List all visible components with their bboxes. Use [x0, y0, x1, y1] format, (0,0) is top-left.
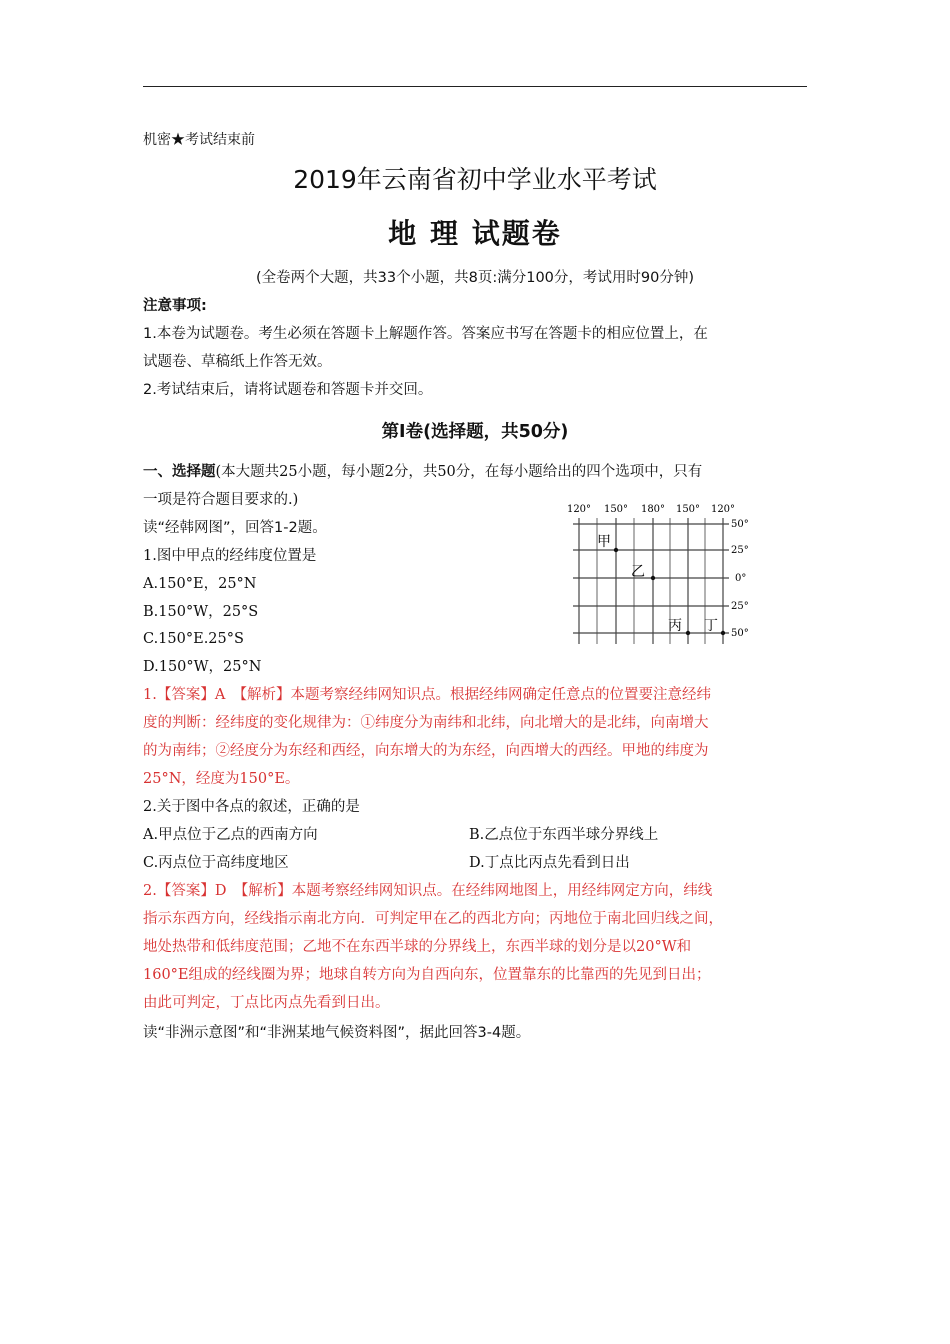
- latitude-label: 25°: [731, 545, 749, 556]
- q1-option-d: D.150°W，25°N: [143, 659, 262, 675]
- point-jia-label: 甲: [597, 534, 611, 550]
- point-ding-label: 丁: [704, 618, 718, 634]
- part-label: 一、选择题: [143, 464, 216, 480]
- q2-answer-line: 地处热带和低纬度范围；乙地不在东西半球的分界线上，东西半球的划分是以20°W和: [143, 939, 692, 955]
- q2-option-a: A.甲点位于乙点的西南方向: [143, 827, 318, 843]
- point-bing-label: 丙: [668, 618, 682, 634]
- q1-answer-line: 1.【答案】A 【解析】本题考察经纬网知识点。根据经纬网确定任意点的位置要注意经纬: [143, 687, 712, 703]
- q2-option-d: D.丁点比丙点先看到日出: [469, 855, 630, 871]
- q1-option-c: C.150°E.25°S: [143, 631, 244, 647]
- q1-stem: 1.图中甲点的经纬度位置是: [143, 548, 317, 564]
- longitude-label: 150°: [603, 504, 629, 515]
- q1-answer-line: 度的判断：经纬度的变化规律为：①纬度分为南纬和北纬，向北增大的是北纬，向南增大: [143, 715, 709, 731]
- q2-answer-line: 160°E组成的经线圈为界；地球自转方向为自西向东，位置靠东的比靠西的先见到日出；: [143, 967, 711, 983]
- q1-answer-line: 的为南纬；②经度分为东经和西经，向东增大的为东经，向西增大的西经。甲地的纬度为: [143, 743, 709, 759]
- header-rule: [143, 86, 807, 87]
- point-jia-marker: [614, 548, 618, 552]
- confidential-mark: 机密★考试结束前: [143, 132, 255, 148]
- latitude-label: 50°: [731, 628, 749, 639]
- read-prompt: 读“经韩网图”，回答1-2题。: [143, 520, 327, 536]
- lat-long-grid-figure: [563, 496, 757, 656]
- exam-title: 2019年云南省初中学业水平考试: [293, 165, 657, 194]
- q2-stem: 2.关于图中各点的叙述，正确的是: [143, 799, 360, 815]
- q2-answer-line: 2.【答案】D 【解析】本题考察经纬网知识点。在经纬网地图上，用经纬网定方向，纬线: [143, 883, 713, 899]
- point-yi-label: 乙: [631, 564, 645, 580]
- lat-long-grid: [563, 496, 757, 656]
- part-description: (本大题共25小题，每小题2分，共50分，在每小题给出的四个选项中，只有: [215, 464, 703, 480]
- next-read-prompt: 读“非洲示意图”和“非洲某地气候资料图”，据此回答3-4题。: [143, 1025, 531, 1041]
- q2-option-c: C.丙点位于高纬度地区: [143, 855, 289, 871]
- exam-info: (全卷两个大题，共33个小题，共8页:满分100分，考试用时90分钟): [256, 270, 694, 286]
- section-title: 第Ⅰ卷(选择题，共50分): [381, 422, 569, 442]
- q2-answer-line: 指示东西方向，经线指示南北方向．可判定甲在乙的西北方向；丙地位于南北回归线之间，: [143, 911, 723, 927]
- part-description-2: 一项是符合题目要求的.): [143, 492, 299, 508]
- q1-answer-line: 25°N，经度为150°E。: [143, 771, 300, 787]
- point-yi-marker: [651, 576, 655, 580]
- longitude-label: 120°: [566, 504, 592, 515]
- point-bing-marker: [686, 631, 690, 635]
- point-ding-marker: [721, 631, 725, 635]
- longitude-label: 120°: [710, 504, 736, 515]
- notice-item-1-line-1: 1.本卷为试题卷。考生必须在答题卡上解题作答。答案应书写在答题卡的相应位置上，在: [143, 326, 708, 342]
- notice-item-2: 2.考试结束后，请将试题卷和答题卡并交回。: [143, 382, 433, 398]
- notice-item-1-line-2: 试题卷、草稿纸上作答无效。: [143, 354, 332, 370]
- subject-title: 地 理 试题卷: [388, 217, 562, 250]
- longitude-label: 150°: [675, 504, 701, 515]
- q1-option-a: A.150°E，25°N: [143, 576, 257, 592]
- latitude-label: 0°: [735, 573, 747, 584]
- longitude-label: 180°: [640, 504, 666, 515]
- latitude-label: 50°: [731, 519, 749, 530]
- part-heading: [143, 462, 702, 482]
- notice-heading: 注意事项:: [143, 298, 207, 314]
- q2-answer-line: 由此可判定，丁点比丙点先看到日出。: [143, 995, 390, 1011]
- q2-option-b: B.乙点位于东西半球分界线上: [469, 827, 659, 843]
- latitude-label: 25°: [731, 601, 749, 612]
- q1-option-b: B.150°W，25°S: [143, 604, 259, 620]
